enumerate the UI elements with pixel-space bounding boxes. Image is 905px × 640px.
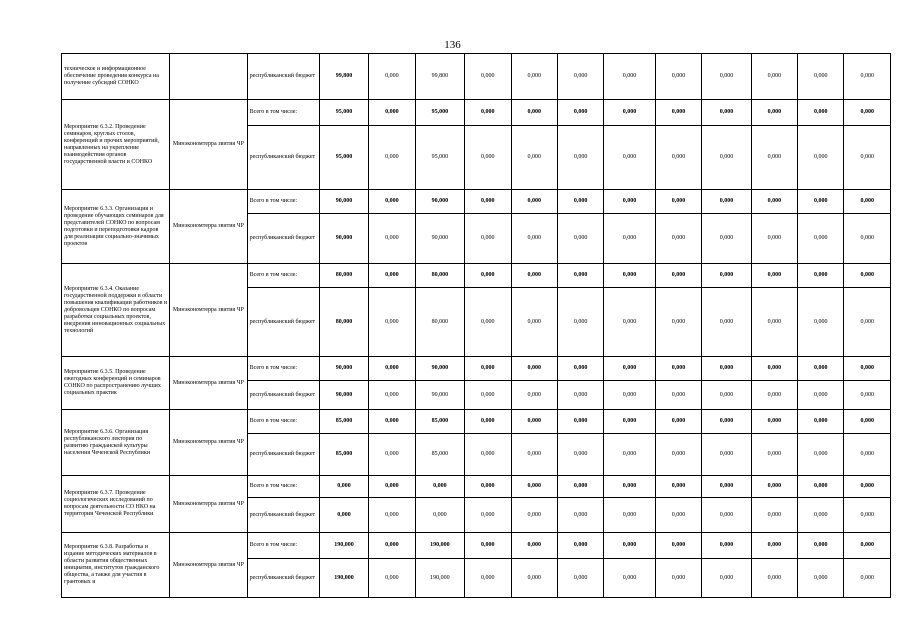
funding-source: Всего в том числе: xyxy=(247,264,319,288)
funding-source: республиканский бюджет xyxy=(247,498,319,533)
amount-cell: 0,000 xyxy=(751,190,797,214)
amount-cell: 0,000 xyxy=(655,434,701,476)
amount-cell: 0,000 xyxy=(702,381,751,410)
amount-cell: 0,000 xyxy=(604,357,656,381)
amount-cell: 0,000 xyxy=(751,410,797,434)
amount-cell: 0,000 xyxy=(798,410,844,434)
amount-cell: 0,000 xyxy=(465,190,511,214)
measure-name: Мероприятие 6.3.6. Организация республиканского лектория по развитию гражданской культуры населения Чеченской Республики xyxy=(62,410,170,476)
amount-cell: 0,000 xyxy=(702,126,751,190)
amount-cell: 190,000 xyxy=(415,559,464,598)
amount-cell: 190,000 xyxy=(415,533,464,559)
amount-cell: 0,000 xyxy=(557,498,603,533)
amount-cell: 85,000 xyxy=(415,434,464,476)
executor: Минэкономтерра звития ЧР xyxy=(170,476,247,533)
measure-name: Мероприятие 6.3.7. Проведение социологических исследований по вопросам деятельности СО НКО на территории Чеченской Республики xyxy=(62,476,170,533)
amount-cell: 95,000 xyxy=(415,126,464,190)
funding-source: республиканский бюджет xyxy=(247,434,319,476)
table-row xyxy=(62,54,891,100)
budget-table-body xyxy=(62,54,891,598)
amount-cell: 0,000 xyxy=(604,54,656,100)
funding-source: Всего в том числе: xyxy=(247,476,319,498)
amount-cell: 0,000 xyxy=(557,381,603,410)
amount-cell: 0,000 xyxy=(369,126,415,190)
amount-cell: 0,000 xyxy=(655,264,701,288)
amount-cell: 0,000 xyxy=(557,288,603,357)
measure-name: Мероприятие 6.3.4. Оказание государственной поддержки в области повышения квалификации работников и добровольцев СОНКО по вопросам разработки социальных проектов, внедрения инновационных социальных технологий xyxy=(62,264,170,357)
measure-name: Мероприятие 6.3.5. Проведение ежегодных конференций и семинаров СОНКО по распространению лучших социальных практик xyxy=(62,357,170,410)
amount-cell: 99,800 xyxy=(415,54,464,100)
funding-source: республиканский бюджет xyxy=(247,214,319,264)
amount-cell: 0,000 xyxy=(655,533,701,559)
amount-cell: 0,000 xyxy=(702,357,751,381)
amount-cell: 0,000 xyxy=(798,434,844,476)
amount-cell: 0,000 xyxy=(798,357,844,381)
amount-cell: 0,000 xyxy=(702,476,751,498)
executor: Минэкономтерра звития ЧР xyxy=(170,264,247,357)
amount-cell: 95,000 xyxy=(319,126,368,190)
funding-source: республиканский бюджет xyxy=(247,54,319,100)
amount-cell: 190,000 xyxy=(319,559,368,598)
amount-cell: 0,000 xyxy=(751,434,797,476)
table-row xyxy=(62,533,891,559)
amount-cell: 0,000 xyxy=(604,100,656,126)
funding-source: Всего в том числе: xyxy=(247,100,319,126)
amount-cell: 0,000 xyxy=(655,54,701,100)
executor: Минэкономтерра звития ЧР xyxy=(170,100,247,190)
amount-cell: 0,000 xyxy=(844,476,891,498)
amount-cell: 0,000 xyxy=(844,100,891,126)
executor: Минэкономтерра звития ЧР xyxy=(170,410,247,476)
amount-cell: 0,000 xyxy=(511,410,557,434)
amount-cell: 0,000 xyxy=(844,126,891,190)
measure-name: Мероприятие 6.3.3. Организация и проведение обучающих семинаров для представителей СОНКО по вопросам подготовки и переподготовки кадров для реализации социально-значимых проектов xyxy=(62,190,170,264)
amount-cell: 85,000 xyxy=(319,434,368,476)
amount-cell: 0,000 xyxy=(655,410,701,434)
amount-cell: 0,000 xyxy=(511,100,557,126)
amount-cell: 0,000 xyxy=(798,533,844,559)
funding-source: республиканский бюджет xyxy=(247,381,319,410)
amount-cell: 99,800 xyxy=(319,54,368,100)
amount-cell: 0,000 xyxy=(798,54,844,100)
amount-cell: 80,000 xyxy=(319,264,368,288)
amount-cell: 0,000 xyxy=(319,476,368,498)
amount-cell: 0,000 xyxy=(751,264,797,288)
amount-cell: 0,000 xyxy=(465,476,511,498)
amount-cell: 0,000 xyxy=(655,288,701,357)
amount-cell: 0,000 xyxy=(465,264,511,288)
amount-cell: 0,000 xyxy=(798,100,844,126)
amount-cell: 0,000 xyxy=(655,357,701,381)
amount-cell: 0,000 xyxy=(465,410,511,434)
amount-cell: 0,000 xyxy=(415,476,464,498)
amount-cell: 0,000 xyxy=(415,498,464,533)
amount-cell: 0,000 xyxy=(751,126,797,190)
amount-cell: 0,000 xyxy=(604,498,656,533)
amount-cell: 0,000 xyxy=(511,381,557,410)
amount-cell: 0,000 xyxy=(702,410,751,434)
amount-cell: 0,000 xyxy=(369,214,415,264)
amount-cell: 0,000 xyxy=(557,476,603,498)
amount-cell: 90,000 xyxy=(415,190,464,214)
amount-cell: 0,000 xyxy=(604,559,656,598)
amount-cell: 0,000 xyxy=(655,126,701,190)
amount-cell: 0,000 xyxy=(604,381,656,410)
amount-cell: 0,000 xyxy=(511,498,557,533)
amount-cell: 0,000 xyxy=(844,54,891,100)
amount-cell: 0,000 xyxy=(369,288,415,357)
amount-cell: 0,000 xyxy=(557,559,603,598)
amount-cell: 0,000 xyxy=(511,214,557,264)
amount-cell: 0,000 xyxy=(557,357,603,381)
table-row xyxy=(62,190,891,214)
amount-cell: 0,000 xyxy=(557,100,603,126)
funding-source: Всего в том числе: xyxy=(247,190,319,214)
amount-cell: 90,000 xyxy=(415,214,464,264)
amount-cell: 0,000 xyxy=(798,381,844,410)
amount-cell: 0,000 xyxy=(751,559,797,598)
amount-cell: 0,000 xyxy=(844,559,891,598)
amount-cell: 0,000 xyxy=(319,498,368,533)
amount-cell: 0,000 xyxy=(655,498,701,533)
amount-cell: 0,000 xyxy=(557,410,603,434)
amount-cell: 0,000 xyxy=(798,190,844,214)
amount-cell: 0,000 xyxy=(844,498,891,533)
amount-cell: 0,000 xyxy=(511,54,557,100)
amount-cell: 85,000 xyxy=(415,410,464,434)
executor: Минэкономтерра звития ЧР xyxy=(170,533,247,598)
executor: Минэкономтерра звития ЧР xyxy=(170,190,247,264)
amount-cell: 0,000 xyxy=(702,214,751,264)
amount-cell: 0,000 xyxy=(369,434,415,476)
amount-cell: 0,000 xyxy=(751,100,797,126)
amount-cell: 0,000 xyxy=(751,288,797,357)
amount-cell: 85,000 xyxy=(319,410,368,434)
funding-source: Всего в том числе: xyxy=(247,357,319,381)
amount-cell: 0,000 xyxy=(604,533,656,559)
amount-cell: 0,000 xyxy=(702,533,751,559)
amount-cell: 0,000 xyxy=(511,434,557,476)
amount-cell: 0,000 xyxy=(655,214,701,264)
amount-cell: 0,000 xyxy=(465,381,511,410)
amount-cell: 0,000 xyxy=(511,559,557,598)
budget-table xyxy=(61,53,891,598)
amount-cell: 95,000 xyxy=(319,100,368,126)
amount-cell: 0,000 xyxy=(798,126,844,190)
table-row xyxy=(62,100,891,126)
amount-cell: 80,000 xyxy=(415,288,464,357)
amount-cell: 0,000 xyxy=(511,264,557,288)
amount-cell: 0,000 xyxy=(604,126,656,190)
amount-cell: 0,000 xyxy=(511,190,557,214)
amount-cell: 0,000 xyxy=(604,214,656,264)
amount-cell: 0,000 xyxy=(702,498,751,533)
amount-cell: 0,000 xyxy=(369,381,415,410)
amount-cell: 80,000 xyxy=(319,288,368,357)
amount-cell: 0,000 xyxy=(369,100,415,126)
funding-source: республиканский бюджет xyxy=(247,559,319,598)
amount-cell: 0,000 xyxy=(844,381,891,410)
amount-cell: 0,000 xyxy=(655,559,701,598)
amount-cell: 0,000 xyxy=(702,434,751,476)
page-number: 136 xyxy=(444,39,461,51)
amount-cell: 0,000 xyxy=(604,410,656,434)
table-row xyxy=(62,410,891,434)
amount-cell: 0,000 xyxy=(465,126,511,190)
amount-cell: 0,000 xyxy=(465,214,511,264)
amount-cell: 0,000 xyxy=(369,498,415,533)
amount-cell: 0,000 xyxy=(369,476,415,498)
amount-cell: 80,000 xyxy=(415,264,464,288)
amount-cell: 0,000 xyxy=(844,264,891,288)
amount-cell: 95,000 xyxy=(415,100,464,126)
amount-cell: 0,000 xyxy=(557,126,603,190)
amount-cell: 0,000 xyxy=(844,410,891,434)
amount-cell: 90,000 xyxy=(319,214,368,264)
amount-cell: 0,000 xyxy=(465,559,511,598)
amount-cell: 0,000 xyxy=(844,357,891,381)
amount-cell: 0,000 xyxy=(751,54,797,100)
amount-cell: 0,000 xyxy=(511,476,557,498)
amount-cell: 0,000 xyxy=(604,434,656,476)
amount-cell: 0,000 xyxy=(557,533,603,559)
amount-cell: 0,000 xyxy=(655,190,701,214)
amount-cell: 0,000 xyxy=(465,357,511,381)
amount-cell: 0,000 xyxy=(369,190,415,214)
amount-cell: 0,000 xyxy=(844,288,891,357)
amount-cell: 0,000 xyxy=(655,476,701,498)
table-row xyxy=(62,264,891,288)
amount-cell: 0,000 xyxy=(604,288,656,357)
amount-cell: 0,000 xyxy=(844,533,891,559)
amount-cell: 0,000 xyxy=(702,54,751,100)
amount-cell: 0,000 xyxy=(655,381,701,410)
amount-cell: 0,000 xyxy=(751,381,797,410)
amount-cell: 0,000 xyxy=(465,100,511,126)
funding-source: республиканский бюджет xyxy=(247,126,319,190)
amount-cell: 0,000 xyxy=(798,214,844,264)
measure-name: техническое и информационное обеспечение проведения конкурса на получение субсидий СОНКО xyxy=(62,54,170,100)
amount-cell: 90,000 xyxy=(319,381,368,410)
amount-cell: 0,000 xyxy=(369,357,415,381)
funding-source: Всего в том числе: xyxy=(247,410,319,434)
amount-cell: 0,000 xyxy=(798,264,844,288)
amount-cell: 0,000 xyxy=(798,559,844,598)
table-row xyxy=(62,476,891,498)
amount-cell: 0,000 xyxy=(369,410,415,434)
amount-cell: 0,000 xyxy=(702,559,751,598)
amount-cell: 0,000 xyxy=(465,288,511,357)
amount-cell: 0,000 xyxy=(465,498,511,533)
amount-cell: 0,000 xyxy=(702,264,751,288)
amount-cell: 90,000 xyxy=(319,190,368,214)
executor xyxy=(170,54,247,100)
amount-cell: 0,000 xyxy=(557,214,603,264)
amount-cell: 0,000 xyxy=(751,214,797,264)
funding-source: Всего в том числе: xyxy=(247,533,319,559)
amount-cell: 0,000 xyxy=(798,288,844,357)
amount-cell: 0,000 xyxy=(604,190,656,214)
measure-name: Мероприятие 6.3.2. Проведение семинаров, круглых столов, конференций и прочих мероприятий, направленных на укрепление взаимодействия органов государственной власти и СОНКО xyxy=(62,100,170,190)
amount-cell: 0,000 xyxy=(511,288,557,357)
amount-cell: 0,000 xyxy=(511,533,557,559)
amount-cell: 0,000 xyxy=(369,559,415,598)
amount-cell: 0,000 xyxy=(369,54,415,100)
amount-cell: 0,000 xyxy=(511,126,557,190)
amount-cell: 0,000 xyxy=(751,533,797,559)
executor: Минэкономтерра звития ЧР xyxy=(170,357,247,410)
amount-cell: 0,000 xyxy=(557,264,603,288)
amount-cell: 0,000 xyxy=(702,190,751,214)
amount-cell: 0,000 xyxy=(557,434,603,476)
amount-cell: 90,000 xyxy=(415,381,464,410)
amount-cell: 0,000 xyxy=(511,357,557,381)
table-row xyxy=(62,357,891,381)
amount-cell: 0,000 xyxy=(465,54,511,100)
amount-cell: 0,000 xyxy=(369,533,415,559)
amount-cell: 0,000 xyxy=(798,498,844,533)
amount-cell: 0,000 xyxy=(798,476,844,498)
funding-source: республиканский бюджет xyxy=(247,288,319,357)
amount-cell: 0,000 xyxy=(369,264,415,288)
amount-cell: 0,000 xyxy=(557,54,603,100)
amount-cell: 190,000 xyxy=(319,533,368,559)
amount-cell: 0,000 xyxy=(604,264,656,288)
amount-cell: 0,000 xyxy=(751,357,797,381)
amount-cell: 90,000 xyxy=(319,357,368,381)
amount-cell: 0,000 xyxy=(702,288,751,357)
amount-cell: 0,000 xyxy=(557,190,603,214)
amount-cell: 0,000 xyxy=(751,498,797,533)
amount-cell: 90,000 xyxy=(415,357,464,381)
amount-cell: 0,000 xyxy=(844,214,891,264)
amount-cell: 0,000 xyxy=(655,100,701,126)
amount-cell: 0,000 xyxy=(751,476,797,498)
amount-cell: 0,000 xyxy=(702,100,751,126)
measure-name: Мероприятие 6.3.8. Разработка и издание методических материалов в области развития общественных инициатив, институтов гражданского общества, а также для участия в грантовых и xyxy=(62,533,170,598)
amount-cell: 0,000 xyxy=(844,190,891,214)
amount-cell: 0,000 xyxy=(465,434,511,476)
amount-cell: 0,000 xyxy=(604,476,656,498)
amount-cell: 0,000 xyxy=(844,434,891,476)
amount-cell: 0,000 xyxy=(465,533,511,559)
